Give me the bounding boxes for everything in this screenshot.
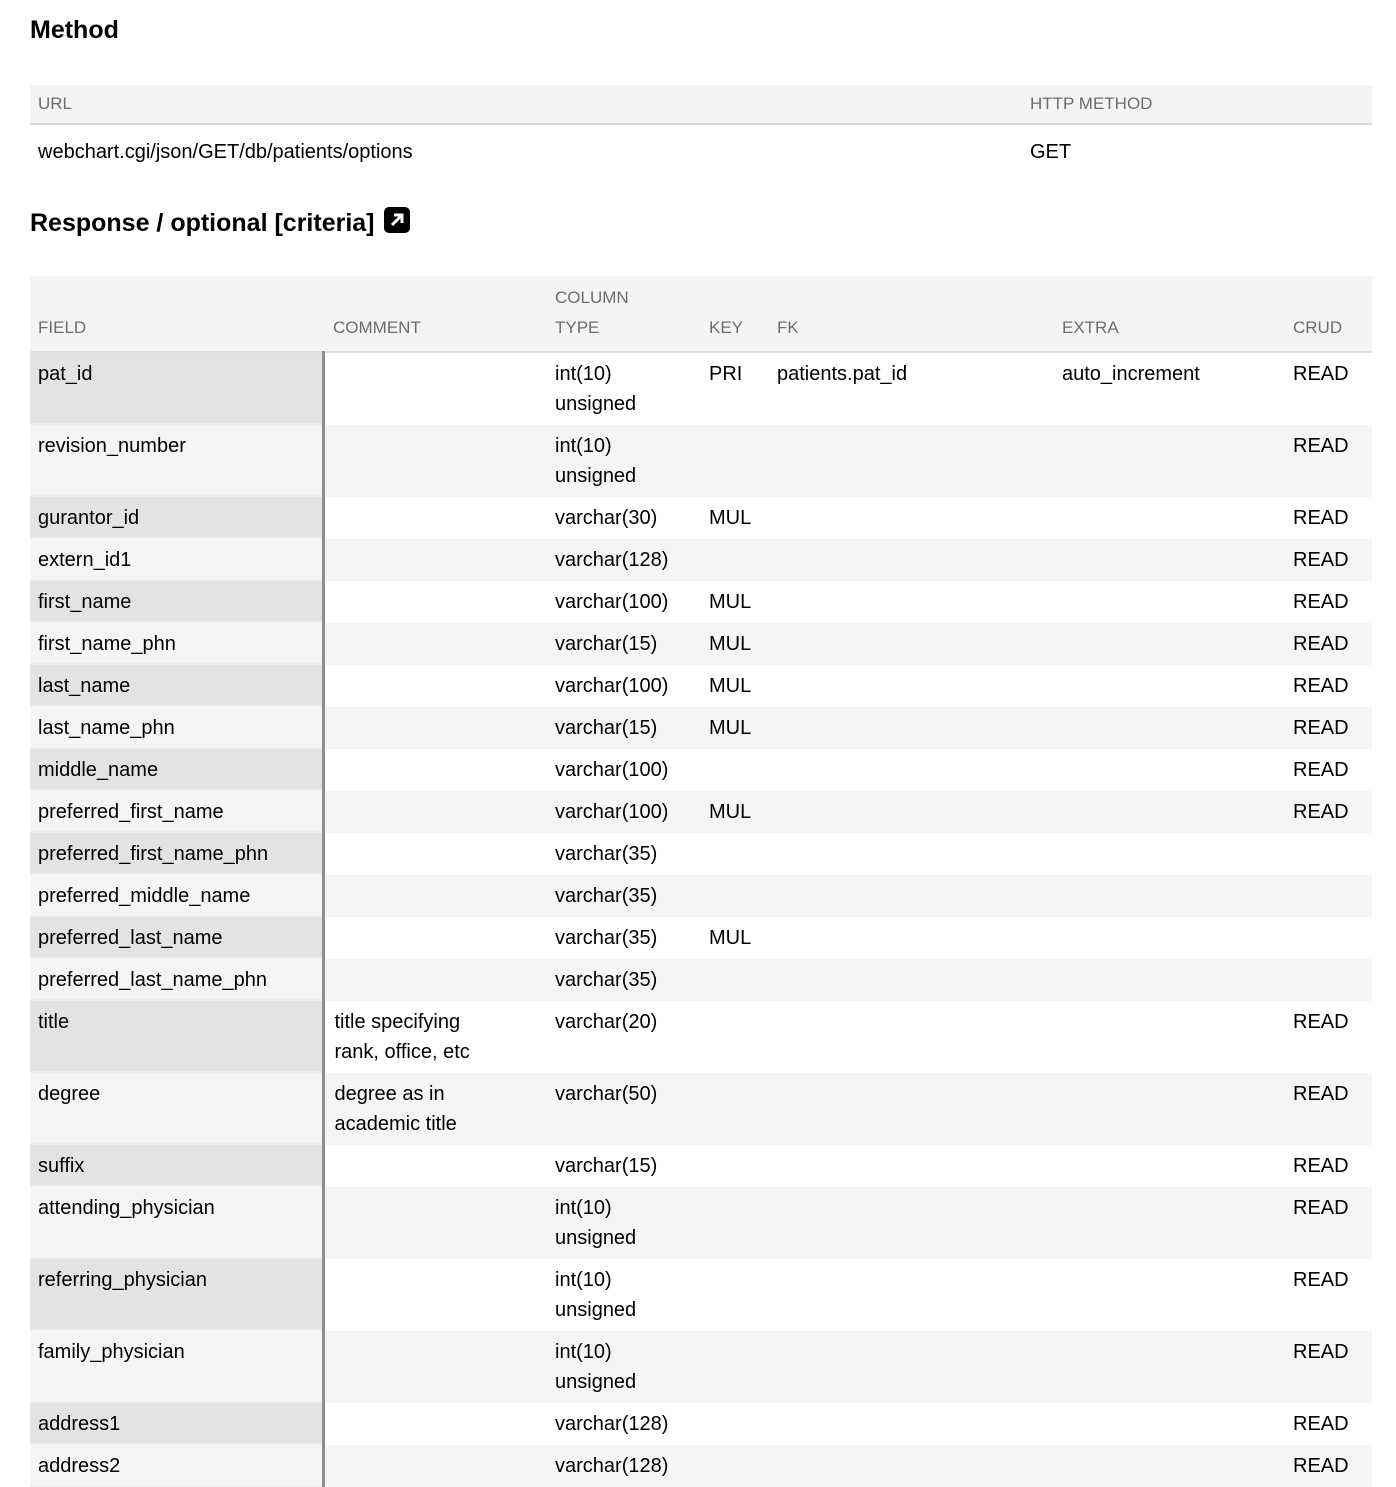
table-row — [30, 707, 1372, 749]
comment-cell — [323, 623, 545, 665]
fk-cell — [767, 497, 1052, 539]
column-type-cell: varchar(100) — [545, 791, 699, 833]
column-type-cell: varchar(35) — [555, 927, 658, 949]
extra-cell — [1052, 1187, 1283, 1259]
extra-cell — [1052, 1145, 1283, 1187]
crud-cell: READ — [1283, 1187, 1372, 1259]
comment-cell: title specifying rank, office, etc — [334, 1011, 470, 1063]
column-header-url: URL — [30, 85, 1022, 124]
column-header-extra: EXTRA — [1052, 276, 1283, 352]
method-heading: Method — [30, 16, 119, 44]
extra-cell — [1052, 1073, 1283, 1145]
key-cell — [699, 749, 767, 791]
key-cell — [699, 1001, 767, 1073]
extra-cell — [1052, 1331, 1283, 1403]
column-type-cell: int(10) unsigned — [545, 425, 699, 497]
fk-cell — [767, 1145, 1052, 1187]
extra-cell — [1052, 791, 1283, 833]
column-header-http-method: HTTP METHOD — [1022, 85, 1372, 124]
key-cell — [699, 1403, 767, 1445]
method-table — [30, 85, 1372, 179]
column-type-cell: varchar(128) — [545, 1445, 699, 1487]
comment-cell — [323, 1331, 545, 1403]
field-name-cell: preferred_first_name_phn — [30, 833, 323, 875]
response-heading — [30, 207, 1372, 240]
crud-cell: READ — [1283, 1331, 1372, 1403]
extra-cell — [1052, 833, 1283, 875]
comment-cell — [323, 539, 545, 581]
column-type-cell: varchar(128) — [555, 1413, 669, 1435]
key-cell: MUL — [709, 507, 752, 529]
table-row — [30, 1187, 1372, 1259]
column-type-cell: int(10) unsigned — [555, 1269, 637, 1321]
extra-cell — [1052, 581, 1283, 623]
crud-cell: READ — [1283, 707, 1372, 749]
method-table-row — [30, 124, 1372, 179]
column-type-cell: varchar(128) — [545, 539, 699, 581]
crud-cell: READ — [1293, 759, 1349, 781]
crud-cell: READ — [1293, 363, 1349, 385]
column-type-cell: varchar(20) — [555, 1011, 658, 1033]
fk-cell — [767, 833, 1052, 875]
extra-cell — [1052, 875, 1283, 917]
crud-cell: READ — [1293, 591, 1349, 613]
crud-cell: READ — [1283, 425, 1372, 497]
crud-cell: READ — [1283, 1073, 1372, 1145]
table-row — [30, 1145, 1372, 1187]
fk-cell — [767, 707, 1052, 749]
external-link-icon[interactable] — [384, 207, 410, 240]
field-name-cell: address2 — [30, 1445, 323, 1487]
table-row — [30, 959, 1372, 1001]
column-type-cell: varchar(100) — [555, 675, 669, 697]
table-row — [30, 1445, 1372, 1487]
fk-cell — [767, 1073, 1052, 1145]
column-type-cell: varchar(100) — [555, 759, 669, 781]
crud-cell — [1283, 959, 1372, 1001]
fk-cell — [767, 581, 1052, 623]
column-type-cell: varchar(15) — [545, 623, 699, 665]
field-name-cell: pat_id — [30, 352, 323, 425]
key-cell: MUL — [709, 927, 752, 949]
fk-cell — [767, 1445, 1052, 1487]
comment-cell — [323, 791, 545, 833]
field-name-cell: family_physician — [30, 1331, 323, 1403]
table-row — [30, 539, 1372, 581]
http-method-cell: GET — [1030, 141, 1072, 163]
comment-cell — [323, 497, 545, 539]
fk-cell — [767, 665, 1052, 707]
comment-cell — [323, 1145, 545, 1187]
field-name-cell: suffix — [30, 1145, 323, 1187]
table-row — [30, 497, 1372, 539]
comment-cell — [323, 749, 545, 791]
table-row — [30, 875, 1372, 917]
fk-cell — [767, 1259, 1052, 1331]
key-cell — [699, 833, 767, 875]
field-name-cell: last_name_phn — [30, 707, 323, 749]
column-type-cell: varchar(35) — [555, 843, 658, 865]
extra-cell — [1052, 749, 1283, 791]
column-header-column-type: COLUMN TYPE — [545, 276, 699, 352]
table-row — [30, 749, 1372, 791]
comment-cell — [323, 581, 545, 623]
field-name-cell: preferred_first_name — [30, 791, 323, 833]
comment-cell — [323, 833, 545, 875]
column-type-cell: varchar(35) — [545, 959, 699, 1001]
extra-cell — [1052, 539, 1283, 581]
field-name-cell: attending_physician — [30, 1187, 323, 1259]
table-row — [30, 352, 1372, 425]
key-cell — [699, 1145, 767, 1187]
comment-cell — [323, 352, 545, 425]
fk-cell — [767, 539, 1052, 581]
crud-cell — [1283, 917, 1372, 959]
key-cell: MUL — [699, 707, 767, 749]
crud-cell: READ — [1283, 623, 1372, 665]
crud-cell — [1283, 875, 1372, 917]
key-cell — [699, 875, 767, 917]
fk-cell: patients.pat_id — [777, 363, 908, 385]
table-row — [30, 1331, 1372, 1403]
field-name-cell: address1 — [30, 1403, 323, 1445]
field-name-cell: extern_id1 — [30, 539, 323, 581]
crud-cell: READ — [1283, 791, 1372, 833]
crud-cell: READ — [1293, 675, 1349, 697]
extra-cell — [1052, 959, 1283, 1001]
fk-cell — [767, 1187, 1052, 1259]
response-table — [30, 276, 1372, 1487]
column-type-cell: varchar(35) — [545, 875, 699, 917]
crud-cell: READ — [1293, 1269, 1349, 1291]
field-name-cell: first_name_phn — [30, 623, 323, 665]
crud-cell: READ — [1293, 1011, 1349, 1033]
column-header-fk: FK — [767, 276, 1052, 352]
url-cell: webchart.cgi/json/GET/db/patients/options — [38, 141, 413, 163]
extra-cell — [1052, 707, 1283, 749]
fk-cell — [767, 749, 1052, 791]
table-row — [30, 1259, 1372, 1331]
column-header-comment: COMMENT — [323, 276, 545, 352]
fk-cell — [767, 1403, 1052, 1445]
fk-cell — [767, 917, 1052, 959]
fk-cell — [767, 875, 1052, 917]
column-header-field: FIELD — [30, 276, 323, 352]
extra-cell — [1052, 497, 1283, 539]
comment-cell — [323, 425, 545, 497]
key-cell — [699, 1445, 767, 1487]
field-name-cell: degree — [30, 1073, 323, 1145]
comment-cell — [323, 665, 545, 707]
fk-cell — [767, 1331, 1052, 1403]
key-cell: MUL — [709, 675, 752, 697]
table-row — [30, 833, 1372, 875]
extra-cell — [1052, 425, 1283, 497]
table-row — [30, 1073, 1372, 1145]
comment-cell — [323, 917, 545, 959]
fk-cell — [767, 959, 1052, 1001]
field-name-cell: gurantor_id — [30, 497, 323, 539]
crud-cell: READ — [1293, 1155, 1349, 1177]
field-name-cell: title — [30, 1001, 323, 1073]
key-cell — [699, 959, 767, 1001]
comment-cell — [323, 1403, 545, 1445]
fk-cell — [767, 425, 1052, 497]
crud-cell — [1283, 833, 1372, 875]
column-header-crud: CRUD — [1283, 276, 1372, 352]
field-name-cell: preferred_last_name — [30, 917, 323, 959]
extra-cell — [1052, 917, 1283, 959]
response-heading-label: Response / optional [criteria] — [30, 209, 375, 237]
field-name-cell: referring_physician — [30, 1259, 323, 1331]
comment-cell — [323, 959, 545, 1001]
column-type-cell: varchar(50) — [545, 1073, 699, 1145]
extra-cell — [1052, 1001, 1283, 1073]
field-name-cell: revision_number — [30, 425, 323, 497]
column-type-cell: varchar(100) — [555, 591, 669, 613]
comment-cell — [323, 1259, 545, 1331]
extra-cell: auto_increment — [1062, 363, 1200, 385]
table-row — [30, 665, 1372, 707]
table-row — [30, 917, 1372, 959]
column-type-cell: varchar(15) — [555, 1155, 658, 1177]
key-cell — [699, 425, 767, 497]
table-row — [30, 425, 1372, 497]
extra-cell — [1052, 1445, 1283, 1487]
column-type-cell: int(10) unsigned — [545, 1187, 699, 1259]
key-cell — [699, 539, 767, 581]
key-cell: PRI — [709, 363, 743, 385]
column-type-cell: int(10) unsigned — [545, 1331, 699, 1403]
table-row — [30, 791, 1372, 833]
field-name-cell: last_name — [30, 665, 323, 707]
key-cell — [699, 1331, 767, 1403]
extra-cell — [1052, 1403, 1283, 1445]
comment-cell — [323, 1445, 545, 1487]
comment-cell — [323, 1187, 545, 1259]
key-cell: MUL — [699, 623, 767, 665]
extra-cell — [1052, 1259, 1283, 1331]
response-table-header-row — [30, 276, 1372, 352]
fk-cell — [767, 623, 1052, 665]
table-row — [30, 623, 1372, 665]
response-table-body — [30, 352, 1372, 1487]
key-cell — [699, 1187, 767, 1259]
table-row — [30, 1403, 1372, 1445]
column-type-cell: varchar(15) — [545, 707, 699, 749]
crud-cell: READ — [1283, 1445, 1372, 1487]
comment-cell: degree as in academic title — [323, 1073, 545, 1145]
field-name-cell: preferred_last_name_phn — [30, 959, 323, 1001]
extra-cell — [1052, 665, 1283, 707]
extra-cell — [1052, 623, 1283, 665]
key-cell: MUL — [709, 591, 752, 613]
column-type-cell: int(10) unsigned — [555, 363, 637, 415]
column-type-cell: varchar(30) — [555, 507, 658, 529]
key-cell — [699, 1259, 767, 1331]
fk-cell — [767, 1001, 1052, 1073]
crud-cell: READ — [1293, 507, 1349, 529]
crud-cell: READ — [1283, 539, 1372, 581]
field-name-cell: first_name — [30, 581, 323, 623]
field-name-cell: middle_name — [30, 749, 323, 791]
field-name-cell: preferred_middle_name — [30, 875, 323, 917]
fk-cell — [767, 791, 1052, 833]
table-row — [30, 1001, 1372, 1073]
comment-cell — [323, 707, 545, 749]
key-cell — [699, 1073, 767, 1145]
crud-cell: READ — [1293, 1413, 1349, 1435]
column-header-key: KEY — [699, 276, 767, 352]
key-cell: MUL — [699, 791, 767, 833]
method-table-header-row — [30, 85, 1372, 124]
table-row — [30, 581, 1372, 623]
comment-cell — [323, 875, 545, 917]
